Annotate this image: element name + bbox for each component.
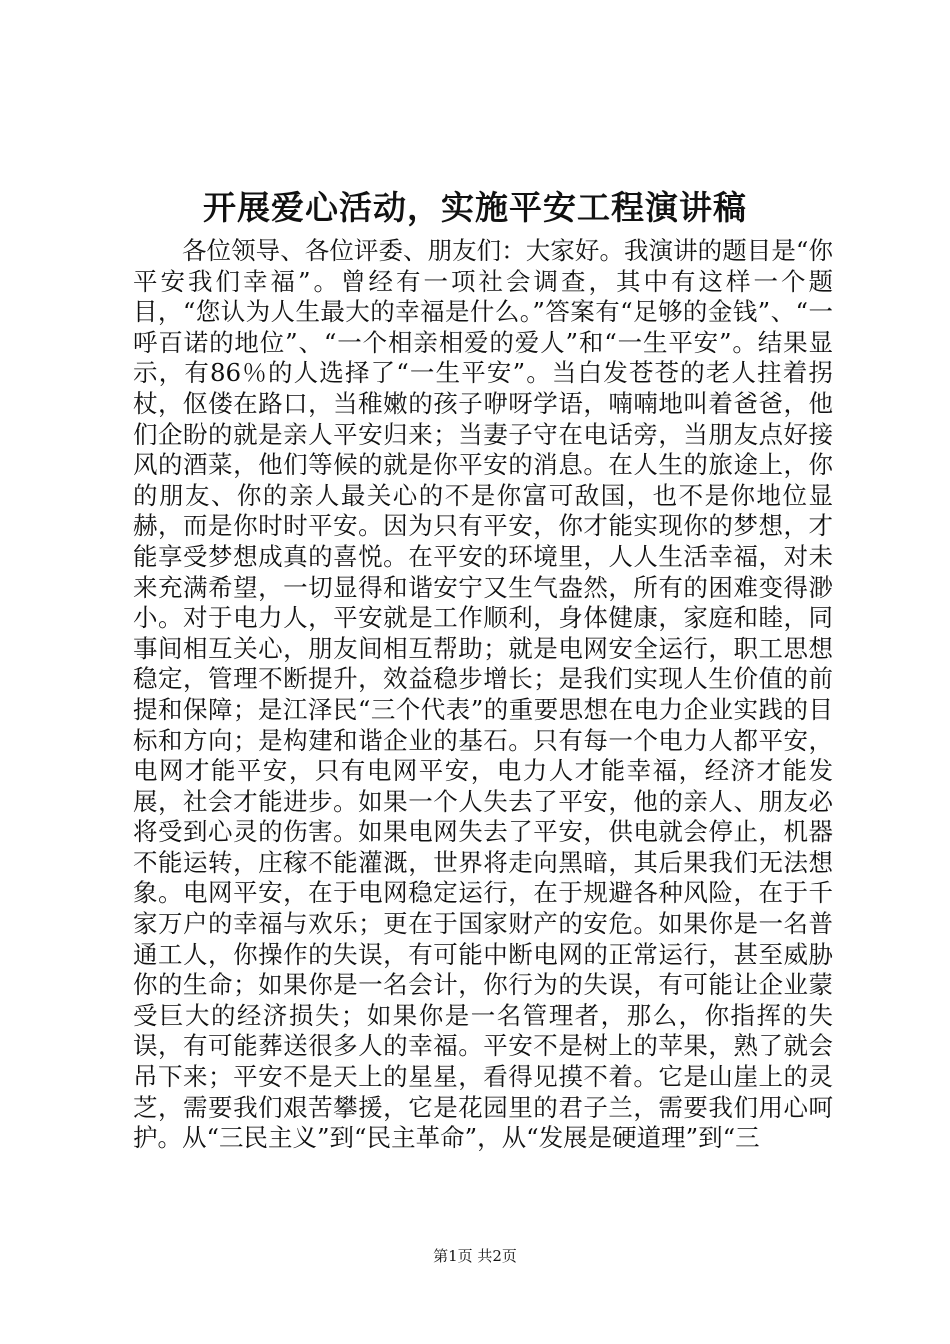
speech-body-paragraph: 各位领导、各位评委、朋友们：大家好。我演讲的题目是“你平安我们幸福”。曾经有一项社会调查，其中有这样一个题目，“您认为人生最大的幸福是什么。”答案有“足够的金钱”、“一呼百诺的地位”、“一个相亲相爱的爱人”和“一生平安”。结果显示，有86％的人选择了“一生平安”。当白发苍苍的老人拄着拐杖，伛偻在路口，当稚嫩的孩子咿呀学语，喃喃地叫着爸爸，他们企盼的就是亲人平安归来；当妻子守在电话旁，当朋友点好接风的酒菜，他们等候的就是你平安的消息。在人生的旅途上，你的朋友、你的亲人最关心的不是你富可敌国，也不是你地位显赫，而是你时时平安。因为只有平安，你才能实现你的梦想，才能享受梦想成真的喜悦。在平安的环境里，人人生活幸福，对未来充满希望，一切显得和谐安宁又生气盎然，所有的困难变得渺小。对于电力人，平安就是工作顺利，身体健康，家庭和睦，同事间相互关心，朋友间相互帮助；就是电网安全运行，职工思想稳定，管理不断提升，效益稳步增长；是我们实现人生价值的前提和保障；是江泽民“三个代表”的重要思想在电力企业实践的目标和方向；是构建和谐企业的基石。只有每一个电力人都平安，电网才能平安，只有电网平安，电力人才能幸福，经济才能发展，社会才能进步。如果一个人失去了平安，他的亲人、朋友必将受到心灵的伤害。如果电网失去了平安，供电就会停止，机器不能运转，庄稼不能灌溉，世界将走向黑暗，其后果我们无法想象。电网平安，在于电网稳定运行，在于规避各种风险，在于千家万户的幸福与欢乐；更在于国家财产的安危。如果你是一名普通工人，你操作的失误，有可能中断电网的正常运行，甚至威胁你的生命；如果你是一名会计，你行为的失误，有可能让企业蒙受巨大的经济损失；如果你是一名管理者，那么，你指挥的失误，有可能葬送很多人的幸福。平安不是树上的苹果，熟了就会吊下来；平安不是天上的星星，看得见摸不着。它是山崖上的灵芝，需要我们艰苦攀援，它是花园里的君子兰，需要我们用心呵护。从“三民主义”到“民主革命”，从“发展是硬道理”到“三	[133, 236, 833, 1153]
page-number-footer: 第1页 共2页	[433, 1247, 517, 1265]
document-title: 开展爱心活动，实施平安工程演讲稿	[203, 188, 747, 227]
